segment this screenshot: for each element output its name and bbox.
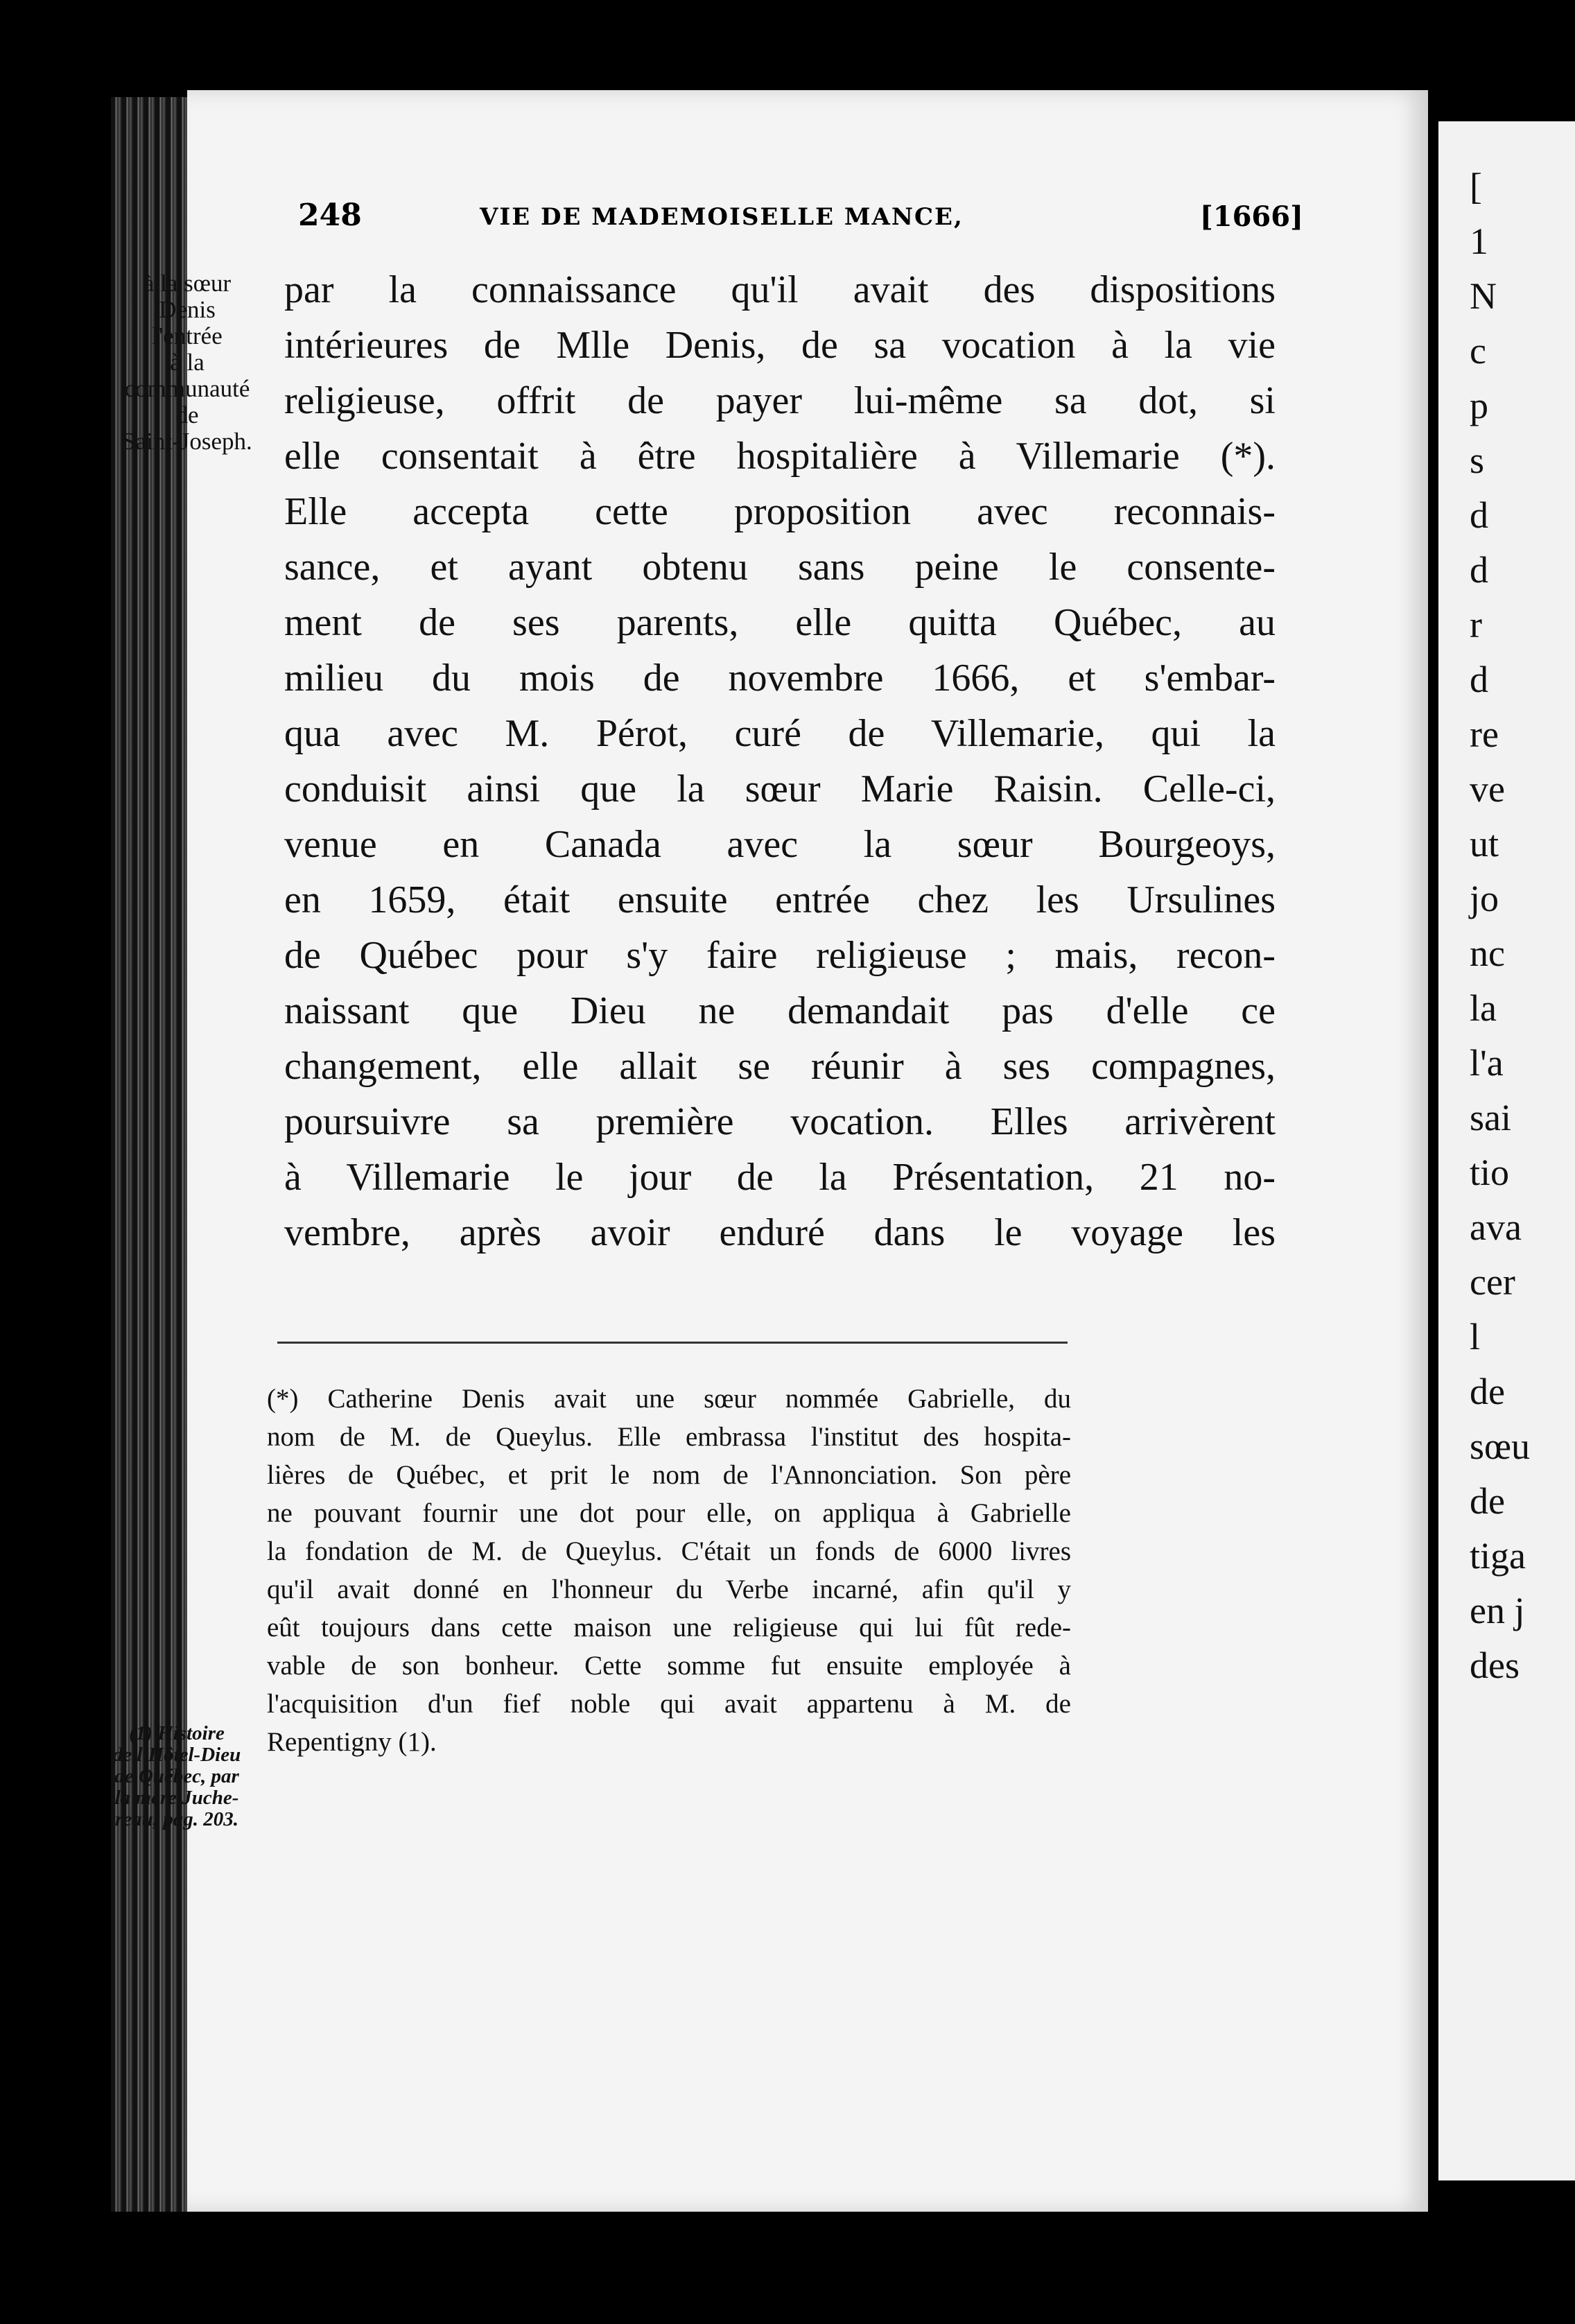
page-header: [298, 198, 1303, 253]
footnote-line: l'acquisition d'un fief noble qui avait appartenu à M. de: [267, 1689, 1071, 1719]
margin-note-line: l'entrée: [152, 322, 223, 349]
footnote-line: lières de Québec, et prit le nom de l'Annonciation. Son père: [267, 1460, 1071, 1490]
right-page-line: de: [1470, 1371, 1505, 1412]
body-line: religieuse, offrit de payer lui-même sa dot, si: [284, 379, 1276, 422]
footnote-line: la fondation de M. de Queylus. C'était un fonds de 6000 livres: [267, 1536, 1071, 1566]
right-page-line: en j: [1470, 1590, 1525, 1631]
right-page-line: tiga: [1470, 1535, 1526, 1577]
right-page-text-fragment: [1470, 159, 1574, 1693]
margin-note-line: communauté: [124, 375, 250, 402]
body-line: vembre, après avoir enduré dans le voyage les: [284, 1211, 1276, 1254]
running-title: VIE DE MADEMOISELLE MANCE,: [480, 203, 964, 231]
body-line: par la connaissance qu'il avait des dispositions: [284, 268, 1276, 311]
body-line: venue en Canada avec la sœur Bourgeoys,: [284, 823, 1276, 866]
side-reference-line: de l'Hôtel-Dieu: [112, 1744, 241, 1766]
body-line: de Québec pour s'y faire religieuse ; mais, recon-: [284, 934, 1276, 977]
body-line: poursuivre sa première vocation. Elles arrivèrent: [284, 1100, 1276, 1143]
side-reference-line: (1) Histoire: [129, 1722, 225, 1744]
right-page-line: r: [1470, 604, 1482, 645]
footnote-line: nom de M. de Queylus. Elle embrassa l'institut des hospita-: [267, 1422, 1071, 1452]
side-reference-note: [97, 1723, 256, 1830]
right-page-line: d: [1470, 549, 1488, 591]
body-line: naissant que Dieu ne demandait pas d'elle ce: [284, 989, 1276, 1032]
right-page-line: [: [1470, 166, 1482, 207]
footnote-line: qu'il avait donné en l'honneur du Verbe incarné, afin qu'il y: [267, 1575, 1071, 1604]
right-page-line: jo: [1470, 878, 1499, 919]
right-page-line: d: [1470, 494, 1488, 536]
body-line: qua avec M. Pérot, curé de Villemarie, qui la: [284, 712, 1276, 755]
side-reference-line: reau, pag. 203.: [114, 1808, 239, 1830]
body-line: sance, et ayant obtenu sans peine le consente-: [284, 546, 1276, 589]
right-page-line: des: [1470, 1645, 1520, 1686]
body-line: ment de ses parents, elle quitta Québec, au: [284, 601, 1276, 644]
margin-note-line: à la sœur: [143, 270, 232, 297]
right-page-line: re: [1470, 713, 1499, 755]
body-line: conduisit ainsi que la sœur Marie Raisin. Celle-ci,: [284, 768, 1276, 810]
right-page-line: la: [1470, 987, 1497, 1029]
side-reference-line: de Québec, par: [114, 1765, 239, 1787]
header-year: [1666]: [1199, 200, 1303, 233]
right-page-line: ava: [1470, 1206, 1522, 1248]
body-line: changement, elle allait se réunir à ses compagnes,: [284, 1045, 1276, 1088]
right-page-line: ve: [1470, 768, 1505, 810]
footnote: [267, 1380, 1071, 1761]
body-line: elle consentait à être hospitalière à Villemarie (*).: [284, 435, 1276, 478]
right-page-line: p: [1470, 385, 1488, 426]
right-page-line: ut: [1470, 823, 1499, 865]
body-line: en 1659, était ensuite entrée chez les Ursulines: [284, 878, 1276, 921]
right-page-line: l: [1470, 1316, 1481, 1358]
margin-note: [97, 270, 277, 455]
right-page-line: cer: [1470, 1261, 1515, 1303]
right-page-line: N: [1470, 275, 1497, 317]
right-page-line: tio: [1470, 1152, 1510, 1193]
right-page-line: de: [1470, 1480, 1505, 1522]
body-text: [284, 262, 1276, 1260]
right-page-line: nc: [1470, 933, 1505, 974]
footnote-line: ne pouvant fournir une dot pour elle, on appliqua à Gabrielle: [267, 1498, 1071, 1528]
body-line: intérieures de Mlle Denis, de sa vocation à la vie: [284, 324, 1276, 367]
right-page-line: sœu: [1470, 1425, 1531, 1467]
side-reference-line: la mère Juche-: [114, 1787, 239, 1809]
right-page-line: sai: [1470, 1097, 1511, 1138]
margin-note-line: à la: [170, 349, 205, 376]
footnote-rule: [277, 1342, 1068, 1344]
body-line: milieu du mois de novembre 1666, et s'embar-: [284, 657, 1276, 700]
right-page-line: d: [1470, 659, 1488, 700]
right-page-line: c: [1470, 330, 1486, 372]
footnote-line: vable de son bonheur. Cette somme fut ensuite employée à: [267, 1651, 1071, 1681]
margin-note-line: de: [175, 401, 199, 428]
right-page-line: s: [1470, 440, 1485, 481]
margin-note-line: Denis: [159, 296, 216, 323]
page-number: 248: [298, 198, 362, 233]
footnote-line: Repentigny (1).: [267, 1727, 437, 1757]
margin-note-line: Saint-Joseph.: [122, 428, 252, 455]
footnote-line: (*) Catherine Denis avait une sœur nommée Gabrielle, du: [267, 1384, 1071, 1414]
body-line: à Villemarie le jour de la Présentation, 21 no-: [284, 1156, 1276, 1199]
right-page-line: 1: [1470, 220, 1488, 262]
body-line: Elle accepta cette proposition avec reconnais-: [284, 490, 1276, 533]
footnote-line: eût toujours dans cette maison une religieuse qui lui fût rede-: [267, 1613, 1071, 1642]
right-page-line: l'a: [1470, 1042, 1504, 1084]
